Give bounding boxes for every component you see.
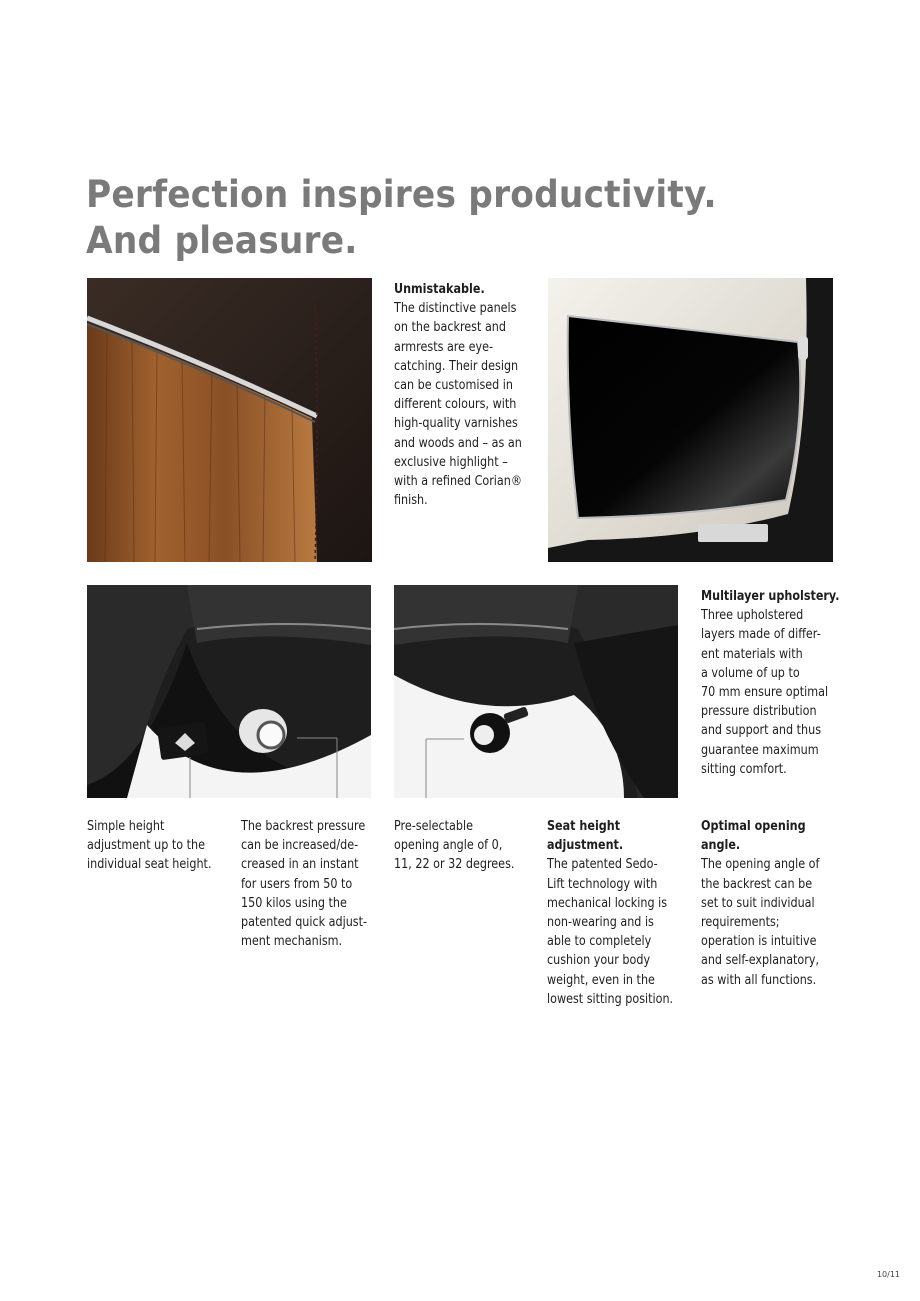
- text-line: Pre-selectable: [394, 819, 473, 834]
- text-line: lowest sitting position.: [547, 991, 674, 1007]
- unmistakable-text: [394, 280, 522, 510]
- text-line: individual seat height.: [87, 857, 212, 873]
- text-line: as with all functions.: [701, 972, 817, 988]
- text-line: The opening angle of: [701, 857, 820, 873]
- text-line: sitting comfort.: [701, 761, 787, 777]
- text-line: layers made of differ-: [701, 627, 821, 643]
- text-line: on the backrest and: [394, 320, 506, 336]
- caption-backrest-pressure: [241, 817, 367, 951]
- text-line: opening angle of 0,: [394, 838, 503, 854]
- text-line: can be increased/de-: [241, 838, 359, 854]
- text-line: The distinctive panels: [394, 301, 517, 317]
- text-line: weight, even in the: [547, 972, 655, 988]
- text-line: creased in an instant: [241, 857, 359, 873]
- text-line: armrests are eye-: [394, 339, 494, 355]
- caption-angle: [394, 817, 514, 875]
- text-line: pressure distribution: [701, 704, 817, 720]
- seat-height-title: Seat height: [547, 819, 621, 834]
- caption-height: [87, 817, 211, 875]
- mechanism-photo-left: [87, 585, 371, 798]
- text-line: and self-explanatory,: [701, 953, 820, 969]
- text-line: patented quick adjust-: [241, 915, 368, 931]
- text-line: adjustment up to the: [87, 838, 206, 854]
- text-line: catching. Their design: [394, 358, 519, 374]
- mechanism-right-illustration: [394, 585, 678, 798]
- text-line: cushion your body: [547, 953, 651, 969]
- text-line: high-quality varnishes: [394, 416, 518, 432]
- text-line: 11, 22 or 32 degrees.: [394, 857, 515, 873]
- page-number: 10/11: [876, 1270, 900, 1279]
- page-title-line-2: And pleasure.: [86, 219, 358, 262]
- text-line: and support and thus: [701, 723, 822, 739]
- text-line: operation is intuitive: [701, 934, 817, 950]
- seat-height-title: adjustment.: [547, 838, 624, 854]
- text-line: Simple height: [87, 819, 165, 834]
- mechanism-left-illustration: [87, 585, 371, 798]
- caption-opening-angle: [701, 817, 819, 990]
- text-line: able to completely: [547, 934, 652, 950]
- text-line: with a refined Corian®: [394, 474, 523, 490]
- text-line: mechanical locking is: [547, 895, 668, 911]
- text-line: 150 kilos using the: [241, 895, 347, 911]
- page-title: [86, 172, 717, 264]
- backrest-panel-photo: [548, 278, 833, 562]
- opening-angle-title: Optimal opening: [701, 819, 806, 834]
- text-line: for users from 50 to: [241, 876, 353, 892]
- text-line: can be customised in: [394, 378, 514, 394]
- text-line: ment mechanism.: [241, 934, 343, 950]
- text-line: 70 mm ensure optimal: [701, 685, 829, 701]
- text-line: requirements;: [701, 915, 780, 931]
- text-line: ent materials with: [701, 646, 803, 662]
- text-line: The backrest pressure: [241, 819, 366, 834]
- text-line: set to suit individual: [701, 895, 815, 911]
- text-line: non-wearing and is: [547, 915, 654, 931]
- wood-panel-illustration: [87, 278, 372, 562]
- text-line: finish.: [394, 493, 428, 509]
- page-title-line-1: Perfection inspires productivity.: [86, 173, 717, 216]
- opening-angle-title: angle.: [701, 838, 741, 854]
- backrest-panel-illustration: [548, 278, 833, 562]
- mechanism-photo-right: [394, 585, 678, 798]
- text-line: the backrest can be: [701, 876, 813, 892]
- multilayer-title: Multilayer upholstery.: [701, 589, 840, 604]
- text-line: Three upholstered: [701, 608, 804, 624]
- text-line: exclusive highlight –: [394, 454, 508, 470]
- text-line: different colours, with: [394, 397, 517, 413]
- text-line: Lift technology with: [547, 876, 658, 892]
- unmistakable-title: Unmistakable.: [394, 282, 485, 297]
- text-line: guarantee maximum: [701, 742, 819, 758]
- text-line: The patented Sedo-: [547, 857, 658, 873]
- caption-seat-height: [547, 817, 673, 1009]
- text-line: a volume of up to: [701, 665, 800, 681]
- multilayer-text: [701, 587, 839, 779]
- wood-panel-photo: [87, 278, 372, 562]
- text-line: and woods and – as an: [394, 435, 522, 451]
